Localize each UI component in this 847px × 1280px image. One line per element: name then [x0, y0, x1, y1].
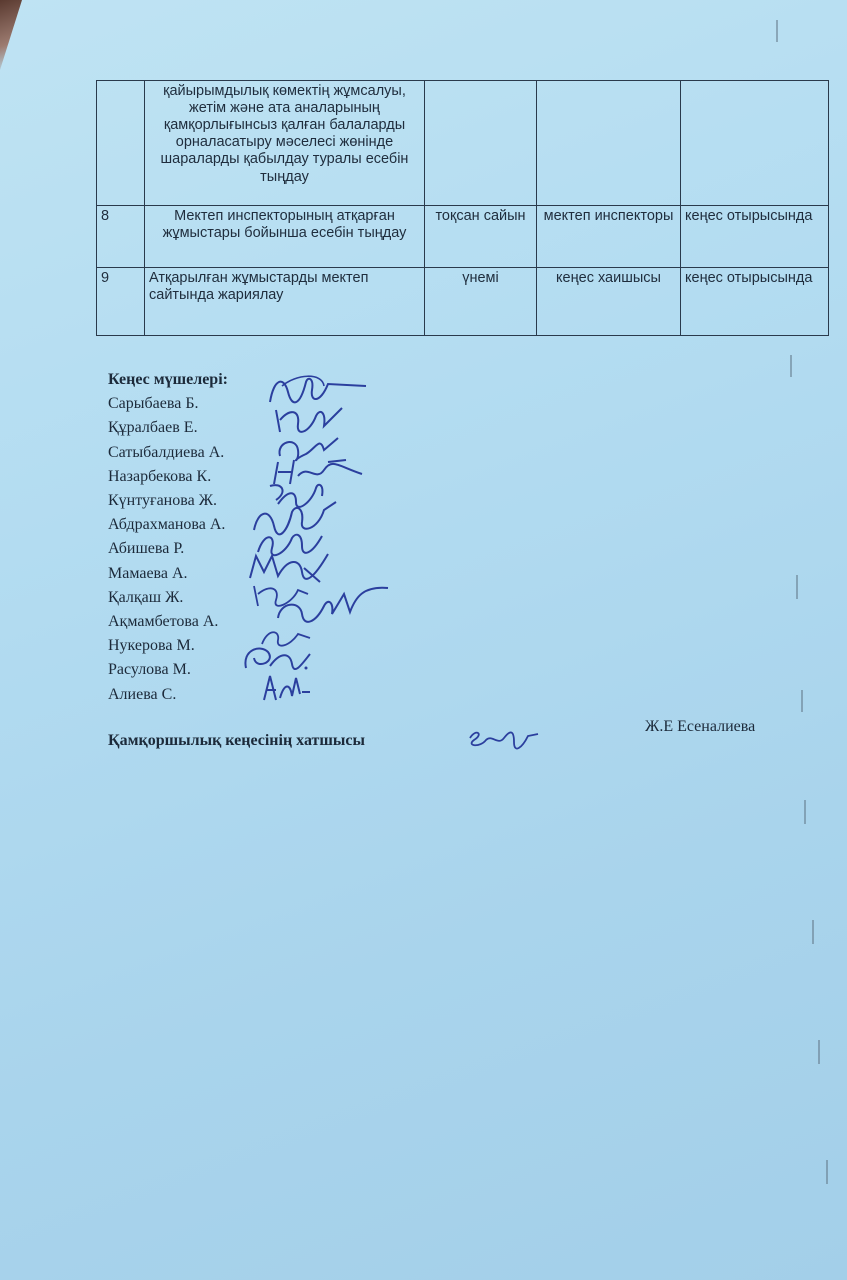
members-heading: Кеңес мүшелері:	[108, 371, 228, 388]
table-row	[97, 268, 829, 336]
member-name: Сатыбалдиева А.	[108, 443, 225, 461]
edge-mark	[790, 355, 792, 377]
member-name: Құралбаев Е.	[108, 419, 198, 437]
edge-mark	[818, 1040, 820, 1064]
deadline-cell: тоқсан сайын	[425, 206, 537, 268]
signature-secretary	[462, 726, 542, 754]
signature-alieva	[256, 670, 316, 704]
members-list	[108, 368, 228, 707]
responsible-cell: мектеп инспекторы	[537, 206, 681, 268]
edge-mark	[796, 575, 798, 599]
table-row	[97, 81, 829, 206]
folder-corner	[0, 0, 22, 70]
activity-cell: қайырымдылық көмектің жұмсалуы, жетім және ата аналарының қамқорлығынсыз қалған балаларды орналасатыру мәселесі жөнінде шараларды қабылдау туралы есебін тыңдау	[145, 81, 425, 206]
signature-rasulova	[236, 640, 316, 674]
deadline-cell	[425, 81, 537, 206]
member-name: Абдрахманова А.	[108, 516, 226, 534]
secretary-name: Ж.Е Есеналиева	[645, 718, 756, 735]
member-name: Мамаева А.	[108, 564, 188, 582]
row-number: 8	[97, 206, 145, 268]
activity-cell: Атқарылған жұмыстарды мектеп сайтында жариялау	[145, 268, 425, 336]
member-name: Назарбекова К.	[108, 467, 212, 485]
responsible-cell: кеңес хаишысы	[537, 268, 681, 336]
form-cell	[681, 81, 829, 206]
plan-table	[96, 80, 829, 336]
edge-mark	[801, 690, 803, 712]
row-number: 9	[97, 268, 145, 336]
member-name: Күнтуғанова Ж.	[108, 492, 218, 510]
form-cell: кеңес отырысында	[681, 206, 829, 268]
edge-mark	[776, 20, 778, 42]
activity-cell: Мектеп инспекторының атқарған жұмыстары бойынша есебін тыңдау	[145, 206, 425, 268]
deadline-cell: үнемі	[425, 268, 537, 336]
form-cell: кеңес отырысында	[681, 268, 829, 336]
secretary-label: Қамқоршылық кеңесінің хатшысы	[108, 732, 365, 749]
member-name: Нукерова М.	[108, 637, 195, 655]
edge-mark	[826, 1160, 828, 1184]
member-name: Сарыбаева Б.	[108, 395, 199, 413]
signature-mamaeva	[244, 548, 334, 584]
responsible-cell	[537, 81, 681, 206]
member-name: Расулова М.	[108, 661, 191, 679]
member-name: Ақмамбетова А.	[108, 613, 219, 631]
member-name: Қалқаш Ж.	[108, 588, 184, 606]
member-name: Абишева Р.	[108, 540, 185, 558]
edge-mark	[812, 920, 814, 944]
member-name: Алиева С.	[108, 685, 177, 703]
edge-mark	[804, 800, 806, 824]
row-number	[97, 81, 145, 206]
table-row	[97, 206, 829, 268]
signature-akmambetova	[270, 582, 390, 632]
